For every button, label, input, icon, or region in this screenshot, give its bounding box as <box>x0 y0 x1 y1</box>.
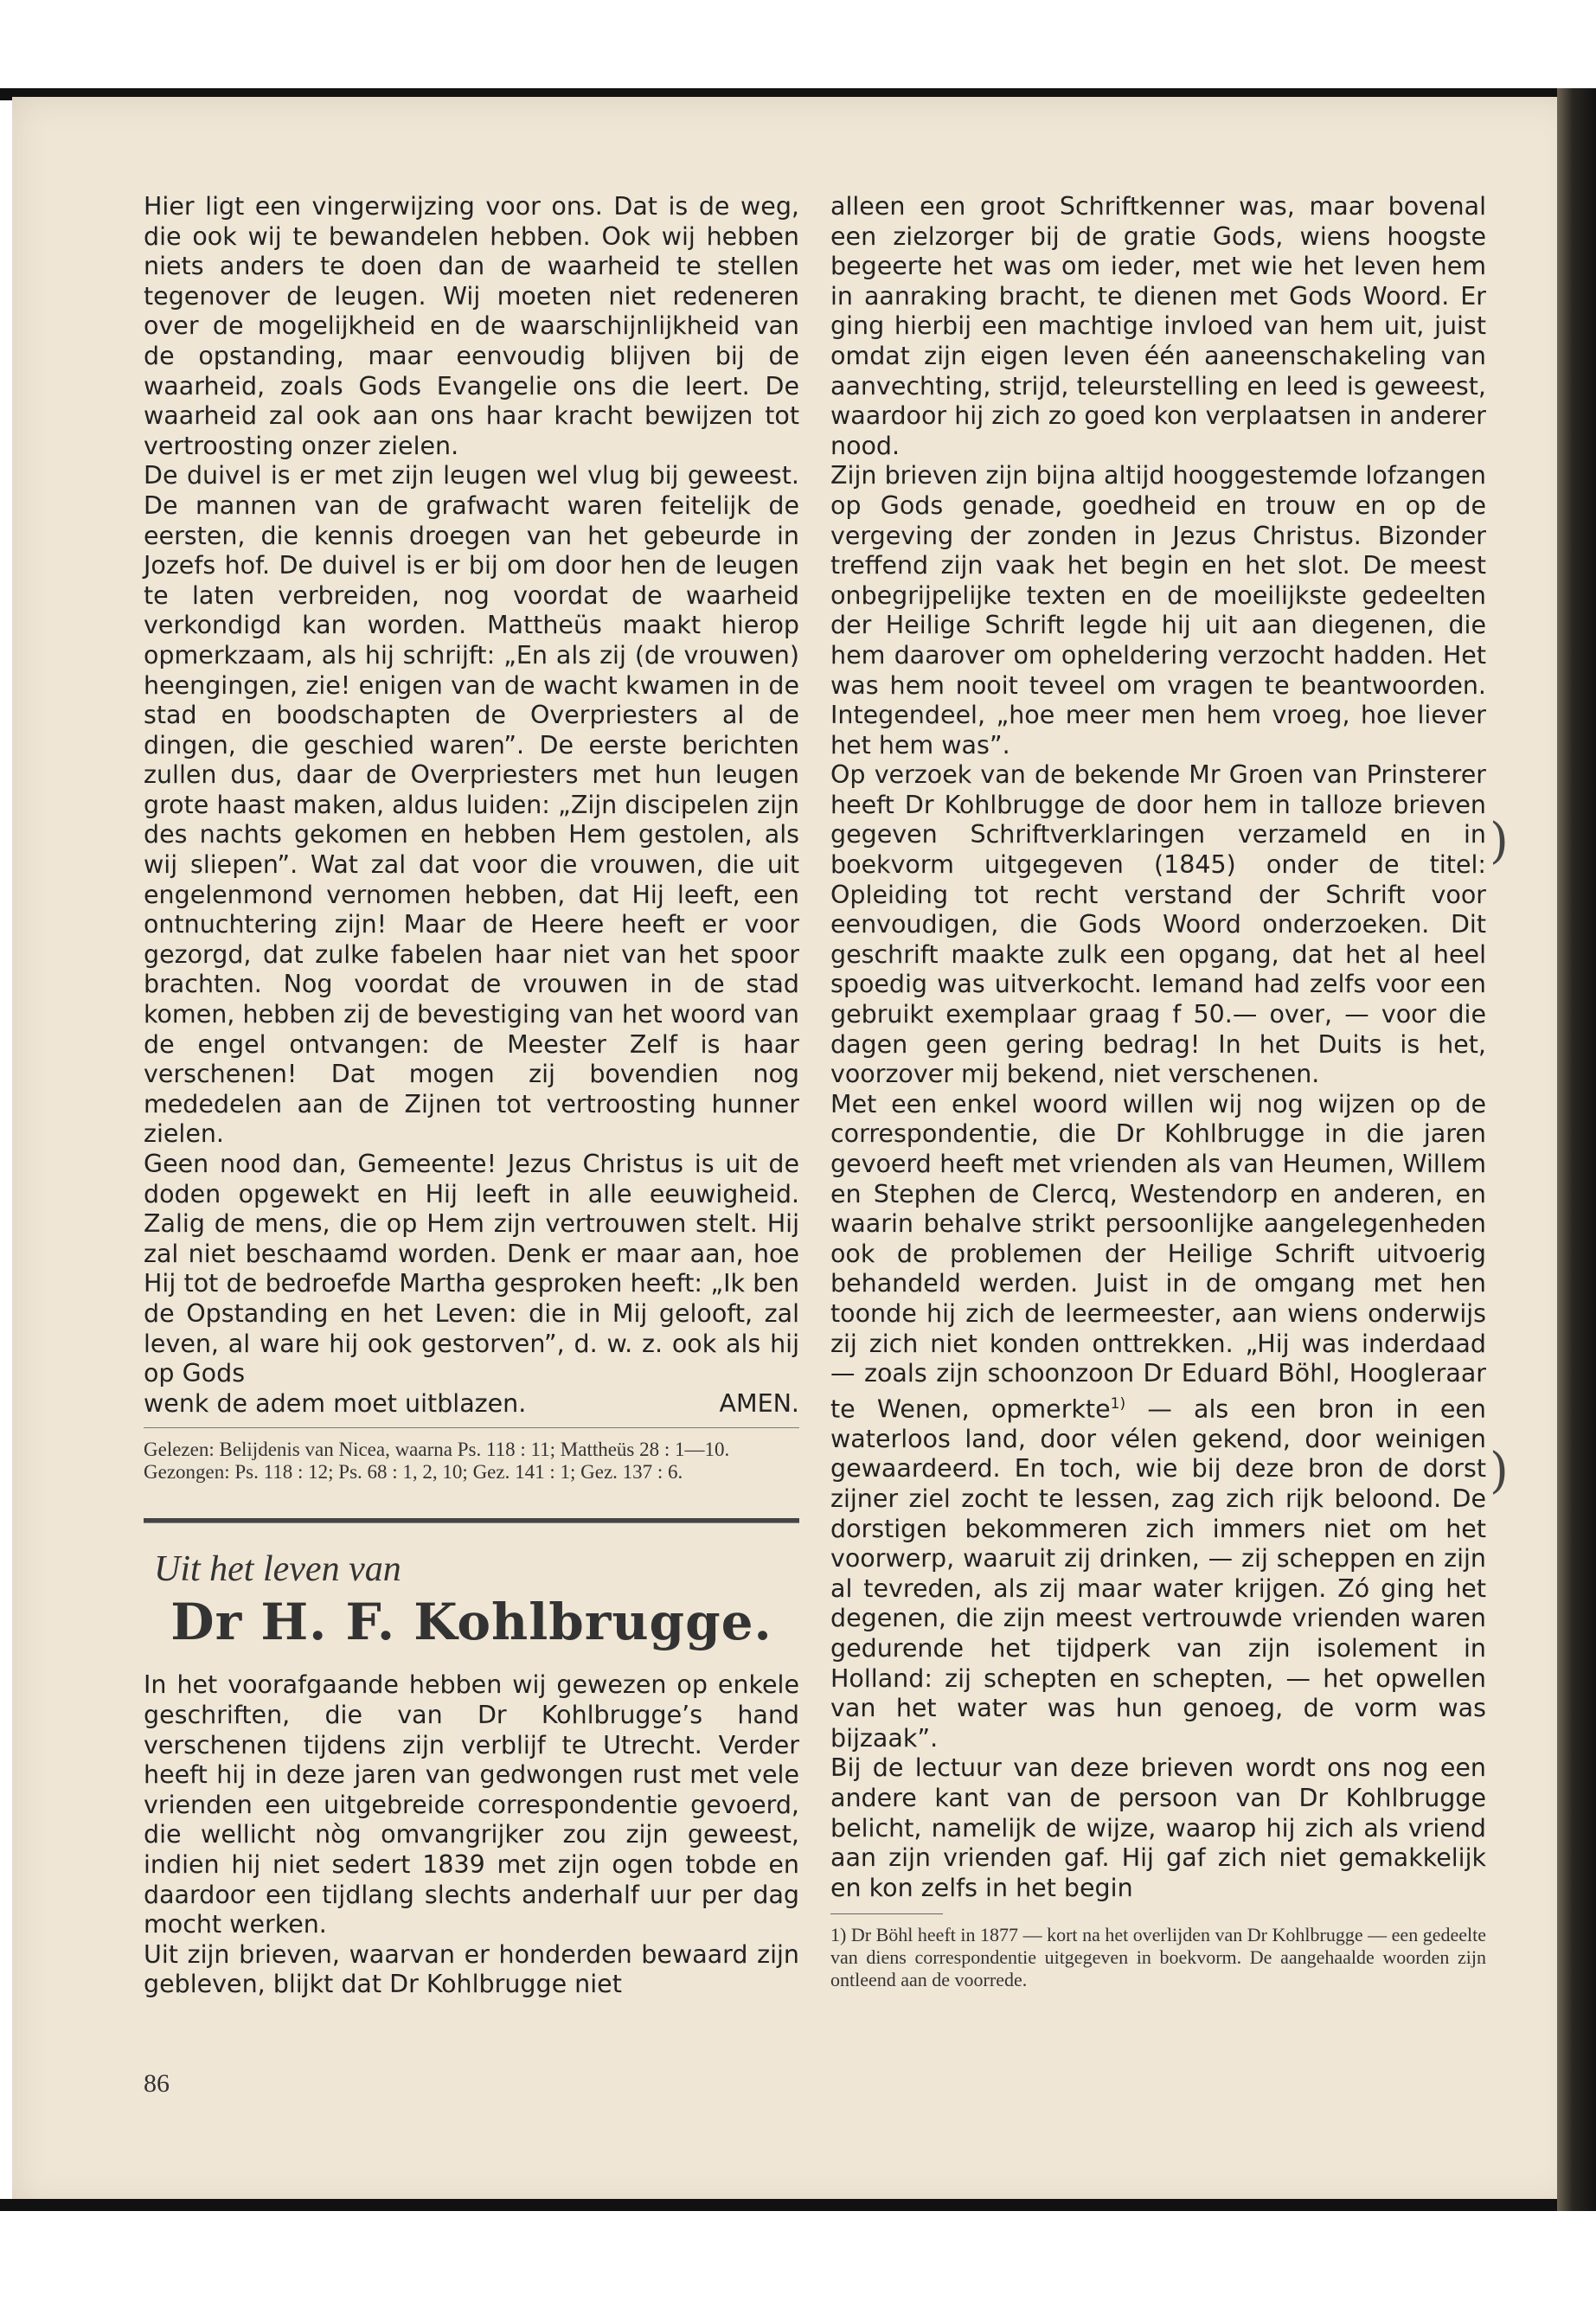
binding-mark-top-icon: ) <box>1490 813 1509 869</box>
section-divider <box>144 1518 799 1523</box>
right-paragraph-4 <box>830 1090 1486 1754</box>
footnote-reference: 1) <box>1110 1394 1126 1413</box>
binding-mark-bottom-icon: ) <box>1490 1443 1509 1499</box>
article-heading-sub: Uit het leven van <box>154 1549 401 1590</box>
right-paragraph-5: Bij de lectuur van deze brieven wordt ons nog een andere kant van de persoon van Dr Kohlbrugge belicht, namelijk de wijze, waarop hij zich als vriend aan zijn vrienden gaf. Hij gaf zich niet gemakkelijk en kon zelfs in het begin <box>830 1753 1486 1902</box>
sermon-paragraph-1: Hier ligt een vingerwijzing voor ons. Dat is de weg, die ook wij te bewandelen hebben. Ook wij hebben niets anders te doen dan de waarheid te stellen tegenover de leugen. Wij moeten niet redeneren over de mogelijkheid en de waarschijnlijkheid van de opstanding, maar eenvoudig blijven bij de waarheid, zoals Gods Evangelie ons die leert. De waarheid zal ook aan ons haar kracht bewijzen tot vertroosting onzer zielen. <box>144 192 799 460</box>
page-number: 86 <box>144 2069 170 2098</box>
sermon-paragraph-2: De duivel is er met zijn leugen wel vlug bij geweest. De mannen van de grafwacht waren feitelijk de eersten, die kennis droegen van het gebeurde in Jozefs hof. De duivel is er bij om door hen de leugen te laten verbreiden, nog voordat de waarheid verkondigd kan worden. Mattheüs maakt hierop opmerkzaam, als hij schrijft: „En als zij (de vrouwen) heengingen, zie! enigen van de wacht kwamen in de stad en boodschapten de Overpriesters al de dingen, die geschied waren”. De eerste berichten zullen dus, daar de Overpriesters met hun leugen grote haast maken, aldus luiden: „Zijn discipelen zijn des nachts gekomen en hebben Hem gestolen, als wij sliepen”. Wat zal dat voor die vrouwen, die uit engelenmond vernomen hebben, dat Hij leeft, een ontnuchtering zijn! Maar de Heere heeft er voor gezorgd, dat zulke fabelen haar niet van het spoor brachten. Nog voordat de vrouwen in de stad komen, hebben zij de bevestiging van het woord van de engel ontvangen: de Meester Zelf is haar verschenen! Dat mogen zij bovendien nog mededelen aan de Zijnen tot vertroosting hunner zielen. <box>144 461 799 1149</box>
amen: AMEN. <box>719 1388 799 1418</box>
readings-text: Gelezen: Belijdenis van Nicea, waarna Ps. 118 : 11; Mattheüs 28 : 1—10. <box>144 1439 730 1461</box>
article-paragraph-2: Uit zijn brieven, waarvan er honderden bewaard zijn gebleven, blijkt dat Dr Kohlbrugge niet <box>144 1939 799 1999</box>
amen-line <box>144 1389 799 1420</box>
right-paragraph-2: Zijn brieven zijn bijna altijd hooggestemde lofzangen op Gods genade, goedheid en trouw en op de vergeving der zonden in Jezus Christus. Bizonder treffend zijn vaak het begin en het slot. De meest onbegrijpelijke texten en de moeilijkste gedeelten der Heilige Schrift legde hij uit aan diegenen, die hem daarover om opheldering verzocht hadden. Het was hem nooit teveel om vragen te beantwoorden. Integendeel, „hoe meer men hem vroeg, hoe liever het hem was”. <box>830 461 1486 760</box>
songs-text: Gezongen: Ps. 118 : 12; Ps. 68 : 1, 2, 10; Gez. 141 : 1; Gez. 137 : 6. <box>144 1461 683 1484</box>
right-paragraph-4-text: Met een enkel woord willen wij nog wijzen op de correspondentie, die Dr Kohlbrugge in die jaren gevoerd heeft met vrienden als van Heumen, Willem en Stephen de Clercq, Westendorp en anderen, en waarin behalve strikt persoonlijke aangelegenheden ook de problemen der Heilige Schrift uitvoerig behandeld werden. Juist in de omgang met hen toonde hij zich de leermeester, aan wiens onderwijs zij zich niet konden onttrekken. „Hij was inderdaad — zoals zijn schoonzoon Dr Eduard Böhl, Hoogleraar te Wenen, opmerkte <box>830 1089 1486 1424</box>
scan-bottom-edge <box>0 2199 1596 2211</box>
right-paragraph-4-continuation: — als een bron in een waterloos land, door vélen gekend, door weinigen gewaardeerd. En toch, wie bij deze bron de dorst zijner ziel zocht te lessen, zag zich rijk beloond. De dorstigen bekommeren zich immers niet om het voorwerp, waaruit zij drinken, — zij scheppen en zijn al tevreden, als zij maar water krijgen. Zó ging het degenen, die zijn meest vertrouwde vrienden waren gedurende het tijdperk van zijn isolement in Holland: zij schepten en schepten, — het opwellen van het water was hun genoeg, de vorm was bijzaak”. <box>830 1394 1486 1753</box>
footnote: 1) Dr Böhl heeft in 1877 — kort na het overlijden van Dr Kohlbrugge — een gedeelte van diens correspondentie uitgegeven in boekvorm. De aangehaalde woorden zijn ontleend aan de voorrede. <box>830 1910 1486 1991</box>
scan-right-edge <box>1557 88 1596 2211</box>
right-paragraph-1: alleen een groot Schriftkenner was, maar bovenal een zielzorger bij de gratie Gods, wiens hoogste begeerte het was om ieder, met wie het leven hem in aanraking bracht, te dienen met Gods Woord. Er ging hierbij een machtige invloed van hem uit, juist omdat zijn eigen leven één aaneenschakeling van aanvechting, strijd, teleurstelling en leed is geweest, waardoor hij zich zo goed kon verplaatsen in anderer nood. <box>830 192 1486 460</box>
service-readings <box>144 1427 799 1484</box>
sermon-closing-paragraph: Geen nood dan, Gemeente! Jezus Christus is uit de doden opgewekt en Hij leeft in alle eeuwigheid. Zalig de mens, die op Hem zijn vertrouwen stelt. Hij zal niet beschaamd worden. Denk er maar aan, hoe Hij tot de bedroefde Martha gesproken heeft: „Ik ben de Opstanding en het Leven: die in Mij gelooft, zal leven, al ware hij ook gestorven”, d. w. z. ook als hij op Gods <box>144 1150 799 1388</box>
article-heading-main: Dr H. F. Kohlbrugge. <box>170 1593 772 1652</box>
left-column <box>144 192 799 2000</box>
right-column <box>830 192 1486 1991</box>
right-paragraph-3: Op verzoek van de bekende Mr Groen van Prinsterer heeft Dr Kohlbrugge de door hem in talloze brieven gegeven Schriftverklaringen verzameld en in boekvorm uitgegeven (1845) onder de titel: Opleiding tot recht verstand der Schrift voor eenvoudigen, die Gods Woord onderzoeken. Dit geschrift maakte zulk een opgang, dat het al heel spoedig was uitverkocht. Iemand had zelfs voor een gebruikt exemplaar graag f 50.— over, — voor die dagen geen gering bedrag! In het Duits is het, voorzover mij bekend, niet verschenen. <box>830 760 1486 1089</box>
closing-last-line: wenk de adem moet uitblazen. <box>144 1388 527 1418</box>
article-paragraph-1: In het voorafgaande hebben wij gewezen op enkele geschriften, die van Dr Kohlbrugge’s hand verschenen tijdens zijn verblijf te Utrecht. Verder heeft hij in deze jaren van gedwongen rust met vele vrienden een uitgebreide correspondentie gevoerd, die wellicht nòg omvangrijker zou zijn geweest, indien hij niet sedert 1839 met zijn ogen tobde en daardoor een tijdlang slechts anderhalf uur per dag mocht werken. <box>144 1670 799 1939</box>
